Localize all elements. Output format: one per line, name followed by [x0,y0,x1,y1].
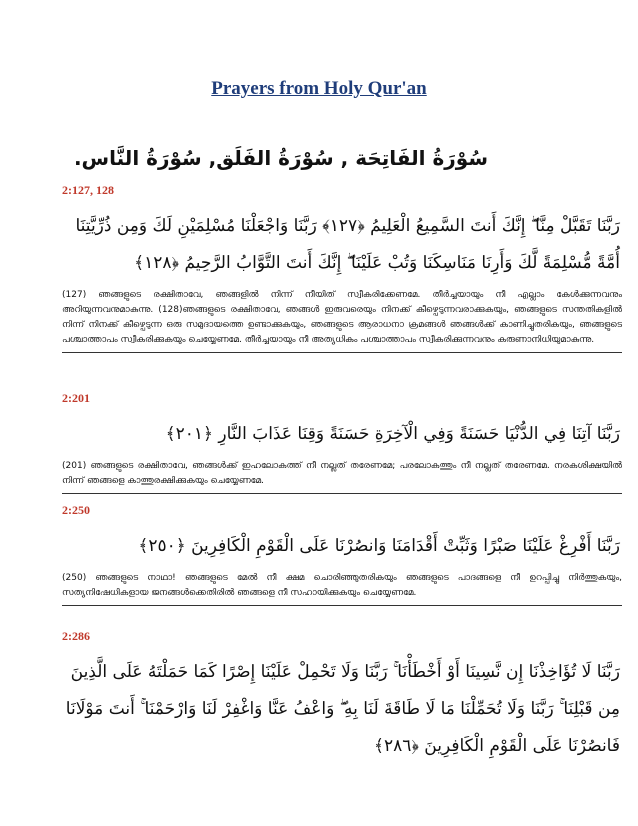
verse-reference: 2:250 [62,503,90,517]
malayalam-translation: (127) ഞങ്ങളുടെ രക്ഷിതാവേ, ഞങ്ങളില്‍ നിന്ന് നീയിത് സ്വീകരിക്കേണമേ. തീര്‍ച്ചയായും നീ എല്ലാം കേള്‍ക്കുന്നവനും അറിയുന്നവനുമാകുന്നു. (128)ഞങ്ങളുടെ രക്ഷിതാവേ, ഞങ്ങള്‍ ഇരുവരെയും നിനക്ക് കീഴ്പെടുന്നവരാക്കുകയും, ഞങ്ങളുടെ സന്തതികളില്‍ നിന്ന് നിനക്ക് കീഴ്പെടുന്ന ഒരു സമുദായത്തെ ഉണ്ടാക്കുകയും, ഞങ്ങളുടെ ആരാധനാ ക്രമങ്ങള്‍ ഞങ്ങള്‍ക്ക് കാണിച്ചുതരികയും, ഞങ്ങളുടെ പശ്ചാത്താപം സ്വീകരിക്കുകയും ചെയ്യേണമേ. തീര്‍ച്ചയായും നീ അത്യധികം പശ്ചാത്താപം സ്വീകരിക്കുന്നവനും കരുണാനിധിയുമാകുന്നു. [62,290,622,345]
prayer-section [62,391,622,494]
arabic-verse: رَبَّنَا آتِنَا فِي الدُّنْيَا حَسَنَةً وَفِي الْآخِرَةِ حَسَنَةً وَقِنَا عَذَابَ النَّارِ ﴿٢٠١﴾ [165,424,620,444]
section-divider [62,493,622,494]
prayer-section [62,629,622,765]
malayalam-translation: (250) ഞങ്ങളുടെ നാഥാ! ഞങ്ങളുടെ മേല്‍ നീ ക്ഷമ ചൊരിഞ്ഞുതരികയും ഞങ്ങളുടെ പാദങ്ങളെ നീ ഉറപ്പിച്ചു നിര്‍ത്തുകയും, സത്യനിഷേധികളായ ജനങ്ങള്‍ക്കെതിരില്‍ ഞങ്ങളെ നീ സഹായിക്കുകയും ചെയ്യേണമേ. [62,573,622,598]
prayer-section [62,503,622,606]
arabic-verse: رَبَّنَا أَفْرِغْ عَلَيْنَا صَبْرًا وَثَبِّتْ أَقْدَامَنَا وَانصُرْنَا عَلَى الْقَوْمِ الْكَافِرِينَ ﴿٢٥٠﴾ [138,536,620,556]
verse-reference: 2:286 [62,629,90,643]
section-divider [62,352,622,353]
verse-reference: 2:201 [62,391,90,405]
prayer-section [62,183,622,353]
surah-heading: سُوْرَةُ الفَاتِحَة , سُوْرَةُ الفَلَق, سُوْرَةُ النَّاس. [73,146,488,170]
section-divider [62,605,622,606]
document-title: Prayers from Holy Qur'an [211,78,427,99]
arabic-verse: رَبَّنَا تَقَبَّلْ مِنَّا ۖ إِنَّكَ أَنتَ السَّمِيعُ الْعَلِيمُ ﴿١٢٧﴾ رَبَّنَا وَاجْعَلْنَا مُسْلِمَيْنِ لَكَ وَمِن ذُرِّيَّتِنَا أُمَّةً مُّسْلِمَةً لَّكَ وَأَرِنَا مَنَاسِكَنَا وَتُبْ عَلَيْنَا ۖ إِنَّكَ أَنتَ التَّوَّابُ الرَّحِيمُ ﴿١٢٨﴾ [75,216,620,273]
arabic-verse: رَبَّنَا لَا تُؤَاخِذْنَا إِن نَّسِينَا أَوْ أَخْطَأْنَا ۚ رَبَّنَا وَلَا تَحْمِلْ عَلَيْنَا إِصْرًا كَمَا حَمَلْتَهُ عَلَى الَّذِينَ مِن قَبْلِنَا ۚ رَبَّنَا وَلَا تُحَمِّلْنَا مَا لَا طَاقَةَ لَنَا بِهِ ۖ وَاعْفُ عَنَّا وَاغْفِرْ لَنَا وَارْحَمْنَا ۚ أَنتَ مَوْلَانَا فَانصُرْنَا عَلَى الْقَوْمِ الْكَافِرِينَ ﴿٢٨٦﴾ [65,662,620,756]
verse-reference: 2:127, 128 [62,183,114,197]
malayalam-translation: (201) ഞങ്ങളുടെ രക്ഷിതാവേ, ഞങ്ങള്‍ക്ക് ഇഹലോകത്ത് നീ നല്ലത് തരേണമേ; പരലോകത്തും നീ നല്ലത് തരേണമേ. നരകശിക്ഷയില്‍ നിന്ന് ഞങ്ങളെ കാത്തുരക്ഷിക്കുകയും ചെയ്യേണമേ. [62,461,622,486]
